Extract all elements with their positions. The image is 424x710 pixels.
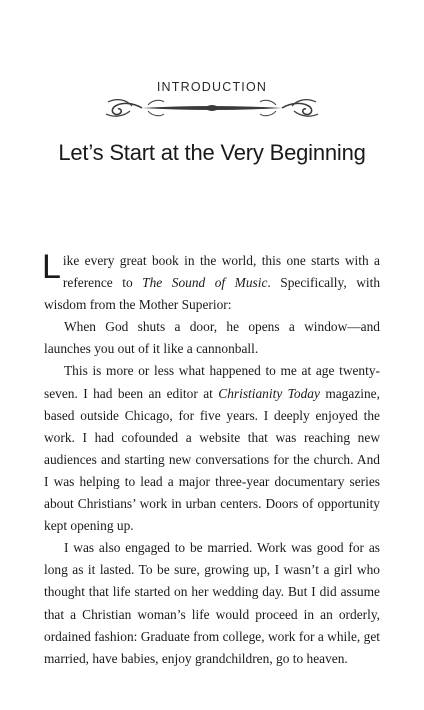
paragraph-3 xyxy=(44,360,380,537)
paragraph-1 xyxy=(44,250,380,316)
book-title-sound-of-music: The Sound of Music xyxy=(142,275,268,291)
drop-cap: L xyxy=(42,248,61,286)
floral-flourish-ornament xyxy=(102,96,322,120)
body-text xyxy=(44,250,380,670)
paragraph-2: When God shuts a door, he opens a window—and launches you out of it like a cannonball. xyxy=(44,319,380,357)
paragraph-3-text-start: This is more or less what happened to me at age twenty-seven. I had been an editor at xyxy=(44,363,380,401)
magazine-title-christianity-today: Christianity Today xyxy=(218,385,320,401)
paragraph-1-text-end: . Specifically, with wisdom from the Mother Superior: xyxy=(44,275,381,313)
paragraph-1-text-start: ike every great book in the world, this one starts with a reference to xyxy=(62,253,380,291)
paragraph-3-text-end: magazine, based outside Chicago, for five years. I deeply enjoyed the work. I had cofounded a website that was reaching new audiences and starting new conversations for the church. And I was helping to lead a major three-year documentary series about Christians’ work in urban centers. Doors of opportunity kept opening up. xyxy=(44,385,380,534)
paragraph-4: I was also engaged to be married. Work was good for as long as it lasted. To be sure, growing up, I wasn’t a girl who thought that life started on her wedding day. But I did assume that a Christian woman’s life would proceed in an orderly, ordained fashion: Graduate from college, work for a while, get married, have babies, enjoy grandchildren, go to heaven. xyxy=(44,540,380,666)
chapter-label: INTRODUCTION xyxy=(156,80,268,94)
chapter-title: Let’s Start at the Very Beginning xyxy=(58,140,366,165)
